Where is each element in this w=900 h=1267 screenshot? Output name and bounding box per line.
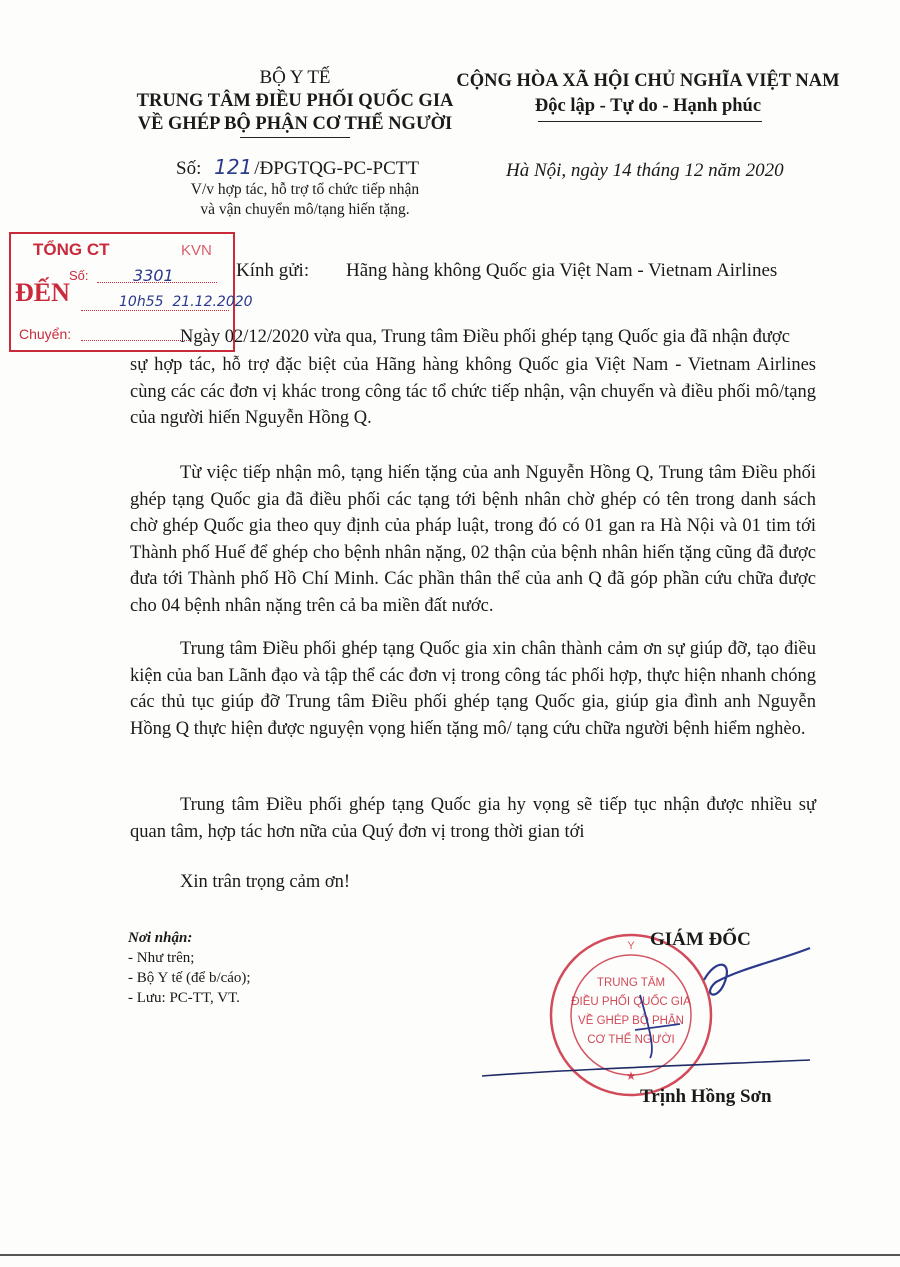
place-date: Hà Nội, ngày 14 tháng 12 năm 2020 bbox=[506, 160, 784, 181]
org-name-line1: TRUNG TÂM ĐIỀU PHỐI QUỐC GIA bbox=[136, 91, 454, 111]
seal-line3: VỀ GHÉP BỘ PHẬN bbox=[578, 1015, 684, 1027]
handwritten-signature bbox=[480, 940, 820, 1090]
doc-number bbox=[176, 155, 419, 180]
body-para3-text: Trung tâm Điều phối ghép tạng Quốc gia xin chân thành cảm ơn sự giúp đỡ, tạo điều kiện của ban Lãnh đạo và tập thể các đơn vị trong công tác phối hợp, thực hiện nhanh chóng các thủ tục giúp đỡ Trung tâm Điều phối ghép tạng Quốc gia, giúp gia đình anh Nguyễn Hồng Q thực hiện được nguyện vọng hiến tặng mô/ tạng cứu chữa người bệnh hiểm nghèo. bbox=[130, 639, 816, 739]
subject-block bbox=[140, 180, 470, 220]
body-para1-firstline: Ngày 02/12/2020 vừa qua, Trung tâm Điều phối ghép tạng Quốc gia đã nhận được bbox=[180, 327, 790, 347]
stamp-chuyen-label: Chuyển: bbox=[19, 326, 72, 342]
doc-number-suffix: /ĐPGTQG-PC-PCTT bbox=[254, 158, 419, 179]
seal-line4: CƠ THỂ NGƯỜI bbox=[587, 1034, 675, 1046]
ministry-name: BỘ Y TẾ bbox=[259, 67, 331, 88]
stamp-org: TỔNG CT bbox=[33, 240, 110, 259]
recipients-title: Nơi nhận: bbox=[128, 930, 193, 946]
body-para1: sự hợp tác, hỗ trợ đặc biệt của Hãng hàng không Quốc gia Việt Nam - Vietnam Airlines cùng các các đơn vị khác trong công tác tổ chức tiếp nhận, vận chuyển và điều phối mô/tạng của người hiến Nguyễn Hồng Q. bbox=[130, 355, 816, 428]
stamp-date-dots bbox=[81, 310, 229, 311]
stamp-chuyen-dots bbox=[81, 340, 191, 341]
recipient-label: Kính gửi: bbox=[236, 260, 310, 281]
stamp-so-label: Số: bbox=[69, 268, 89, 283]
recipient-name: Hãng hàng không Quốc gia Việt Nam - Vietnam Airlines bbox=[346, 260, 778, 281]
body-para4-text: Trung tâm Điều phối ghép tạng Quốc gia hy vọng sẽ tiếp tục nhận được nhiều sự quan tâm, hợp tác hơn nữa của Quý đơn vị trong thời gian tới bbox=[130, 795, 816, 842]
subject-line1: V/v hợp tác, hỗ trợ tổ chức tiếp nhận bbox=[190, 181, 420, 198]
recipients-item: - Như trên; bbox=[128, 950, 195, 966]
org-name-line2: VỀ GHÉP BỘ PHẬN CƠ THỂ NGƯỜI bbox=[137, 114, 453, 134]
subject-line2: và vận chuyển mô/tạng hiến tặng. bbox=[200, 201, 410, 218]
svg-text:★: ★ bbox=[625, 1069, 637, 1083]
motto: Độc lập - Tự do - Hạnh phúc bbox=[534, 96, 762, 116]
seal-top: Y bbox=[627, 940, 635, 952]
recipients-item: - Lưu: PC-TT, VT. bbox=[128, 990, 240, 1006]
issuer-block bbox=[110, 66, 480, 136]
seal-line1: TRUNG TÂM bbox=[596, 977, 666, 989]
stamp-so-value: 3301 bbox=[133, 266, 174, 285]
seal-line2: ĐIỀU PHỐI QUỐC GIA bbox=[571, 996, 691, 1008]
doc-number-prefix: Số: bbox=[176, 158, 202, 179]
body-para3 bbox=[130, 636, 816, 742]
recipients-item: - Bộ Y tế (để b/cáo); bbox=[128, 970, 251, 986]
body-para2-text: Từ việc tiếp nhận mô, tạng hiến tặng của anh Nguyễn Hồng Q, Trung tâm Điều phối ghép tạng Quốc gia đã điều phối các tạng tới bệnh nhân chờ ghép có tên trong danh sách chờ ghép Quốc gia theo quy định của pháp luật, trong đó có 01 gan ra Hà Nội và 01 tim tới Thành phố Huế để ghép cho bệnh nhân nặng, 02 thận của bệnh nhân hiến tặng cũng đã được đưa tới Thành phố Hồ Chí Minh. Các phần thân thể của anh Q đã góp phần cứu chữa được cho 04 bệnh nhân nặng trên cả ba miền đất nước. bbox=[130, 463, 816, 616]
signer-title: GIÁM ĐỐC bbox=[650, 929, 751, 950]
scan-edge-line bbox=[0, 1254, 900, 1256]
closing: Xin trân trọng cảm ơn! bbox=[180, 872, 351, 892]
motto-underline bbox=[538, 121, 762, 122]
body-para2 bbox=[130, 460, 816, 619]
stamp-org-code: KVN bbox=[181, 242, 212, 259]
issuer-underline bbox=[240, 137, 350, 138]
recipients-list bbox=[128, 928, 251, 1008]
national-header bbox=[448, 70, 848, 120]
country-name: CỘNG HÒA XÃ HỘI CHỦ NGHĨA VIỆT NAM bbox=[456, 71, 840, 91]
signer-name: Trịnh Hồng Sơn bbox=[640, 1086, 772, 1107]
doc-number-handwritten: 121 bbox=[214, 155, 253, 179]
stamp-date-value: 10h55 21.12.2020 bbox=[119, 294, 253, 310]
body-para4 bbox=[130, 792, 816, 845]
stamp-den: ĐẾN bbox=[15, 278, 70, 307]
